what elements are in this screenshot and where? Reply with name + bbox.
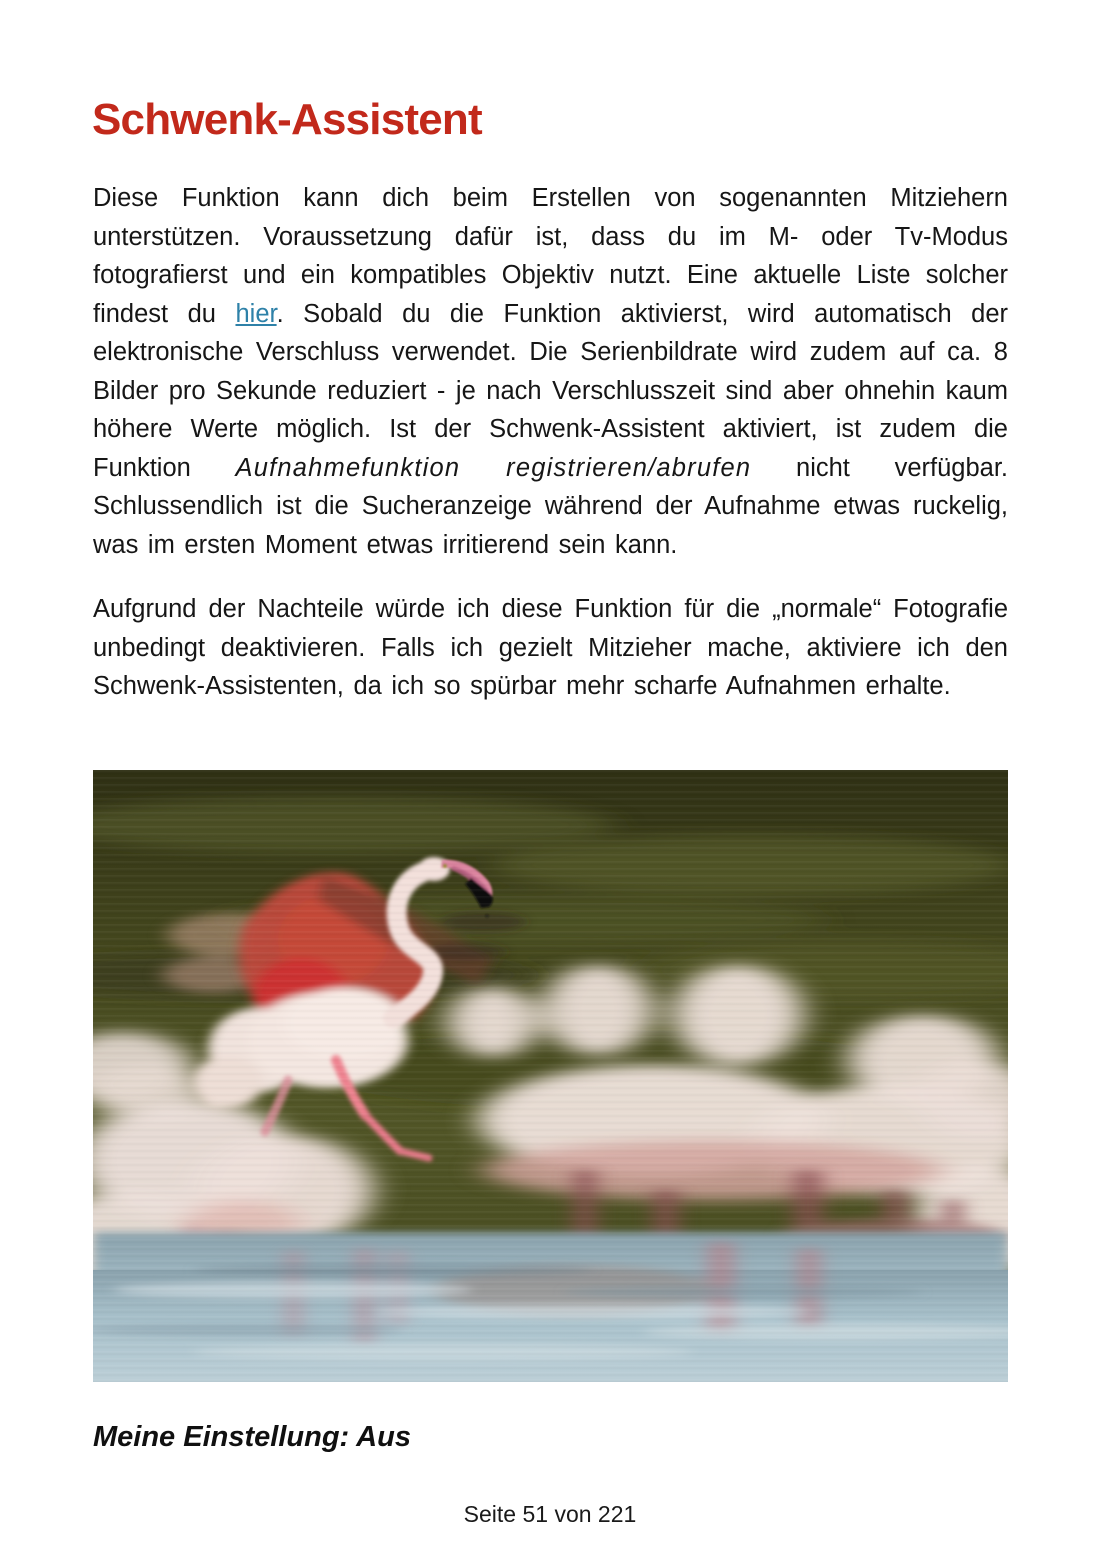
intro-text-1: Diese Funktion kann dich beim Erstellen von sogenannten Mitziehern unterstützen. Voraussetzung dafür ist, dass du im M- oder Tv-Modus fotografierst und ein kompatibles Objektiv nutzt. Eine aktuelle Liste solcher findest du bbox=[93, 184, 1008, 328]
intro-paragraph bbox=[93, 179, 1008, 564]
flamingo-photo bbox=[93, 770, 1008, 1382]
page-footer: Seite 51 von 221 bbox=[463, 1501, 637, 1527]
hier-link[interactable]: hier bbox=[235, 299, 277, 328]
intro-text-3: nicht verfügbar. Schlussendlich ist die Sucheranzeige während der Aufnahme etwas ruckelig, was im ersten Moment etwas irritierend sein kann. bbox=[93, 453, 1008, 559]
intro-text-2: . Sobald du die Funktion aktivierst, wird automatisch der elektronische Verschluss verwendet. Die Serienbildrate wird zudem auf ca. 8 Bilder pro Sekunde reduziert - je nach Verschlusszeit sind aber ohnehin kaum höhere Werte möglich. Ist der Schwenk-Assistent aktiviert, ist zudem die Funktion bbox=[93, 299, 1008, 482]
function-name-italic: Aufnahmefunktion registrieren/abrufen bbox=[235, 453, 752, 482]
page-title: Schwenk-Assistent bbox=[92, 95, 482, 144]
flamingo-photo-image bbox=[93, 770, 1008, 1382]
setting-label: Meine Einstellung: Aus bbox=[93, 1421, 411, 1453]
recommendation-paragraph: Aufgrund der Nachteile würde ich diese Funktion für die „normale“ Fotografie unbedingt deaktivieren. Falls ich gezielt Mitzieher mache, aktiviere ich den Schwenk-Assistenten, da ich so spürbar mehr scharfe Aufnahmen erhalte. bbox=[93, 595, 1008, 700]
